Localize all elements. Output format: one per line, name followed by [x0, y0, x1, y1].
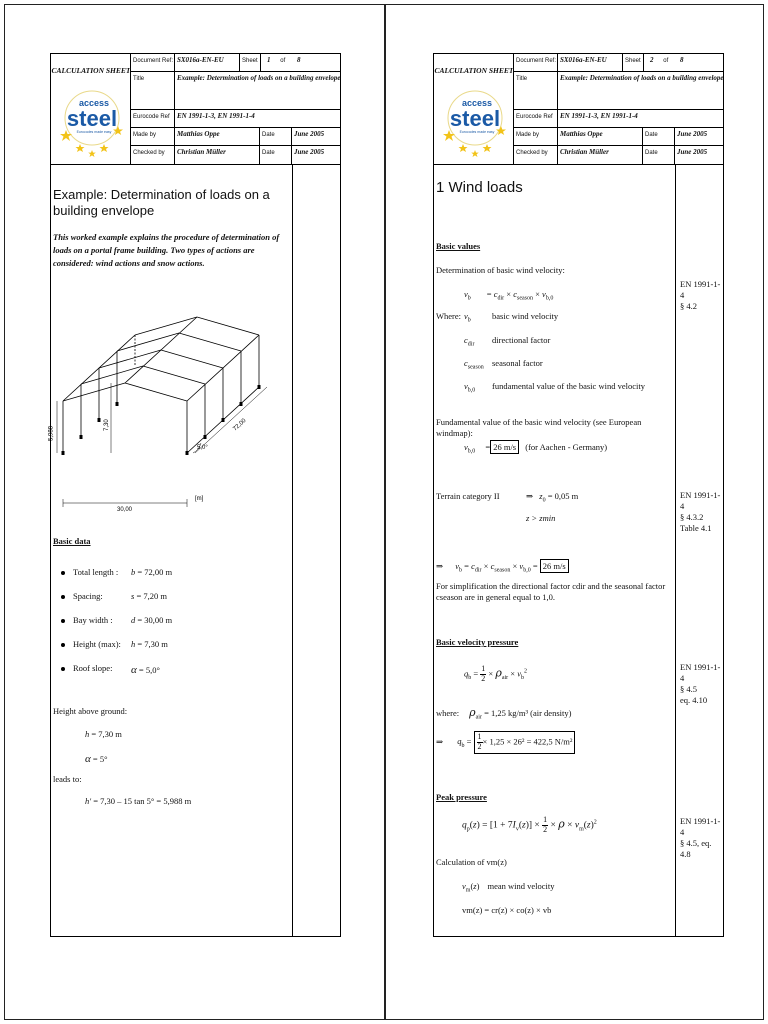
date-value-2: June 2005 — [677, 148, 708, 156]
date-label-2: Date — [645, 150, 658, 156]
list-item: Bay width : — [61, 615, 113, 626]
calc-vm: Calculation of vm(z) — [436, 857, 507, 867]
eurocode-value: EN 1991-1-3, EN 1991-1-4 — [177, 112, 255, 120]
def-vb0-text: fundamental value of the basic wind velocity — [492, 381, 645, 391]
dim-ridge-height: 7,30 — [104, 419, 110, 431]
svg-text:steel: steel — [66, 106, 118, 131]
rho-line: where: $\rho_{air} = 1,25$ kg/m³ (air density) — [436, 706, 572, 721]
header-logo-cell — [434, 54, 514, 164]
page-2-pane — [385, 4, 764, 1020]
vb-final-equation: ⇒ $v_b = c_{dir} \times c_{season} \times v_{b,0} = 26$ m/s — [436, 561, 569, 575]
list-item: Total length : — [61, 567, 118, 578]
ref-note-2: EN 1991-1-4 § 4.3.2 Table 4.1 — [680, 490, 721, 534]
bvp-heading: Basic velocity pressure — [436, 637, 519, 647]
date-label: Date — [645, 132, 658, 138]
simplification-text: For simplification the directional factor cdir and the seasonal factor cseason are in general equal to 1,0. — [436, 581, 666, 603]
dim-unit: [m] — [195, 496, 204, 502]
ref-note-4: EN 1991-1-4 § 4.5, eq. 4.8 — [680, 816, 721, 860]
list-item: Height (max): — [61, 639, 121, 650]
date-label: Date — [262, 132, 275, 138]
sheet-label: Sheet — [242, 58, 258, 64]
checked-by-label: Checked by — [516, 150, 548, 156]
def-vb: $v_b$ — [464, 311, 471, 324]
calc-sheet-title: CALCULATION SHEET — [51, 66, 131, 75]
vm-equation: vm(z) = cr(z) × co(z) × vb — [462, 905, 552, 915]
doc-title-value: Example: Determination of loads on a building envelope — [177, 74, 341, 82]
calc-sheet-title: CALCULATION SHEET — [434, 66, 514, 75]
of-label: of — [663, 58, 669, 64]
sheet-label: Sheet — [625, 58, 641, 64]
qb-result: ⇒ $q_b$ = $\frac{1}{2}$ × 1,25 × 26² = 422,5 N/m² — [436, 731, 575, 754]
sheet-body — [434, 165, 723, 936]
doc-ref-label: Document Ref: — [133, 58, 174, 64]
sheet-number: 1 — [267, 56, 271, 64]
svg-text:Eurocodes made easy: Eurocodes made easy — [459, 130, 495, 134]
doc-ref-value: SX016a-EN-EU — [560, 56, 607, 64]
list-item: Spacing: — [61, 591, 103, 602]
portal-frame-figure — [48, 313, 283, 513]
sheet-total: 8 — [297, 56, 301, 64]
svg-text:steel: steel — [449, 106, 501, 131]
page-title: Example: Determination of loads on a building envelope — [53, 187, 270, 219]
basic-data-heading: Basic data — [53, 536, 91, 546]
list-value: h = 7,30 m — [131, 639, 168, 649]
header-row-eurocode — [131, 110, 340, 128]
qp-formula: $q_p(z) = [1 + 7I_v(z)]$ × $\frac{1}{2}$ × $\rho \times v_m(z)^2$ — [462, 815, 597, 834]
date-value-2: June 2005 — [294, 148, 325, 156]
sheet-body — [48, 165, 340, 936]
header-row-madeby — [131, 128, 340, 146]
reference-column — [292, 165, 340, 936]
svg-text:access: access — [78, 98, 110, 108]
calculation-sheet-1 — [50, 53, 341, 937]
leads-to: leads to: — [53, 774, 82, 784]
dim-eave-height: 5,988 — [48, 425, 55, 441]
terrain-text: Terrain category II — [436, 491, 500, 501]
header-row-eurocode — [514, 110, 723, 128]
title-label: Title — [133, 76, 145, 82]
svg-text:Eurocodes made easy: Eurocodes made easy — [76, 130, 112, 134]
eurocode-label: Eurocode Ref — [133, 114, 170, 120]
date-value: June 2005 — [677, 130, 708, 138]
main-content — [434, 165, 675, 936]
header-row-madeby — [514, 128, 723, 146]
list-value: b = 72,00 m — [131, 567, 173, 577]
access-steel-logo — [56, 80, 128, 160]
header-row-docref — [514, 54, 723, 72]
sheet-total: 8 — [680, 56, 684, 64]
main-content — [48, 165, 292, 936]
header-row-checkedby — [514, 146, 723, 165]
def-cdir-text: directional factor — [492, 335, 551, 345]
checked-by-value: Christian Müller — [560, 148, 609, 156]
vm-definition: $v_m(z)$ mean wind velocity — [462, 881, 555, 894]
doc-ref-label: Document Ref: — [516, 58, 557, 64]
header-row-title — [131, 72, 340, 110]
of-label: of — [280, 58, 286, 64]
def-cseason-text: seasonal factor — [492, 358, 543, 368]
header-row-checkedby — [131, 146, 340, 165]
made-by-label: Made by — [516, 132, 540, 138]
list-value: d = 30,00 m — [131, 615, 173, 625]
where-label: Where: — [436, 311, 462, 321]
def-vb-text: basic wind velocity — [492, 311, 559, 321]
height-label: Height above ground: — [53, 706, 128, 716]
doc-ref-value: SX016a-EN-EU — [177, 56, 224, 64]
peak-heading: Peak pressure — [436, 792, 487, 802]
h-prime-equation: h' = 7,30 – 15 tan 5° = 5,988 m — [85, 796, 192, 806]
checked-by-label: Checked by — [133, 150, 165, 156]
header-logo-cell — [51, 54, 131, 164]
title-label: Title — [516, 76, 528, 82]
list-item: Roof slope: — [61, 663, 112, 674]
ref-note-1: EN 1991-1-4 § 4.2 — [680, 279, 721, 312]
sheet-number: 2 — [650, 56, 654, 64]
section-heading: 1 Wind loads — [436, 179, 523, 196]
reference-column — [675, 165, 723, 936]
list-value: α = 5,0° — [131, 664, 160, 676]
eurocode-value: EN 1991-1-3, EN 1991-1-4 — [560, 112, 638, 120]
z0-equation: ⇒ $z_0 = 0,05$ m — [526, 491, 579, 504]
sheet-header — [434, 54, 723, 165]
def-cdir: $c_{dir}$ — [464, 335, 475, 348]
header-row-title — [514, 72, 723, 110]
basic-data-list — [51, 567, 286, 687]
dim-width: 30,00 — [117, 507, 133, 513]
made-by-value: Matthias Oppe — [560, 130, 603, 138]
made-by-label: Made by — [133, 132, 157, 138]
sheet-header — [51, 54, 340, 165]
svg-text:access: access — [461, 98, 493, 108]
qb-formula: $q_b$ = $\frac{1}{2}$ × $\rho_{air} \times v_b^2$ — [464, 664, 527, 683]
page-1-pane — [4, 4, 385, 1020]
basic-values-heading: Basic values — [436, 241, 481, 251]
fund-text: Fundamental value of the basic wind velocity (see European windmap): — [436, 417, 642, 439]
vb0-equation: $v_{b,0} = 26$ m/s (for Aachen - Germany) — [464, 442, 608, 455]
date-value: June 2005 — [294, 130, 325, 138]
zmin-condition: z > zmin — [526, 513, 556, 523]
access-steel-logo — [439, 80, 511, 160]
doc-title-value: Example: Determination of loads on a building envelope — [560, 74, 724, 82]
dim-slope: 5,0° — [197, 445, 208, 451]
alpha-equation: α = 5° — [85, 753, 108, 765]
calculation-sheet-2 — [433, 53, 724, 937]
def-vb0: $v_{b,0}$ — [464, 381, 476, 394]
list-value: s = 7,20 m — [131, 591, 167, 601]
made-by-value: Matthias Oppe — [177, 130, 220, 138]
det-basic-text: Determination of basic wind velocity: — [436, 265, 565, 275]
header-row-docref — [131, 54, 340, 72]
ref-note-3: EN 1991-1-4 § 4.5 eq. 4.10 — [680, 662, 721, 706]
intro-paragraph: This worked example explains the procedure of determination of loads on a portal frame building. Two types of actions are considered: wind actions and snow actions. — [53, 232, 280, 269]
eurocode-label: Eurocode Ref — [516, 114, 553, 120]
def-cseason: $c_{season}$ — [464, 358, 484, 371]
vb-equation: $v_b = c_{dir} \times c_{season} \times v_{b,0}$ — [464, 289, 554, 302]
h-equation: h = 7,30 m — [85, 729, 122, 739]
checked-by-value: Christian Müller — [177, 148, 226, 156]
dim-length: 72,00 — [232, 417, 248, 433]
date-label-2: Date — [262, 150, 275, 156]
